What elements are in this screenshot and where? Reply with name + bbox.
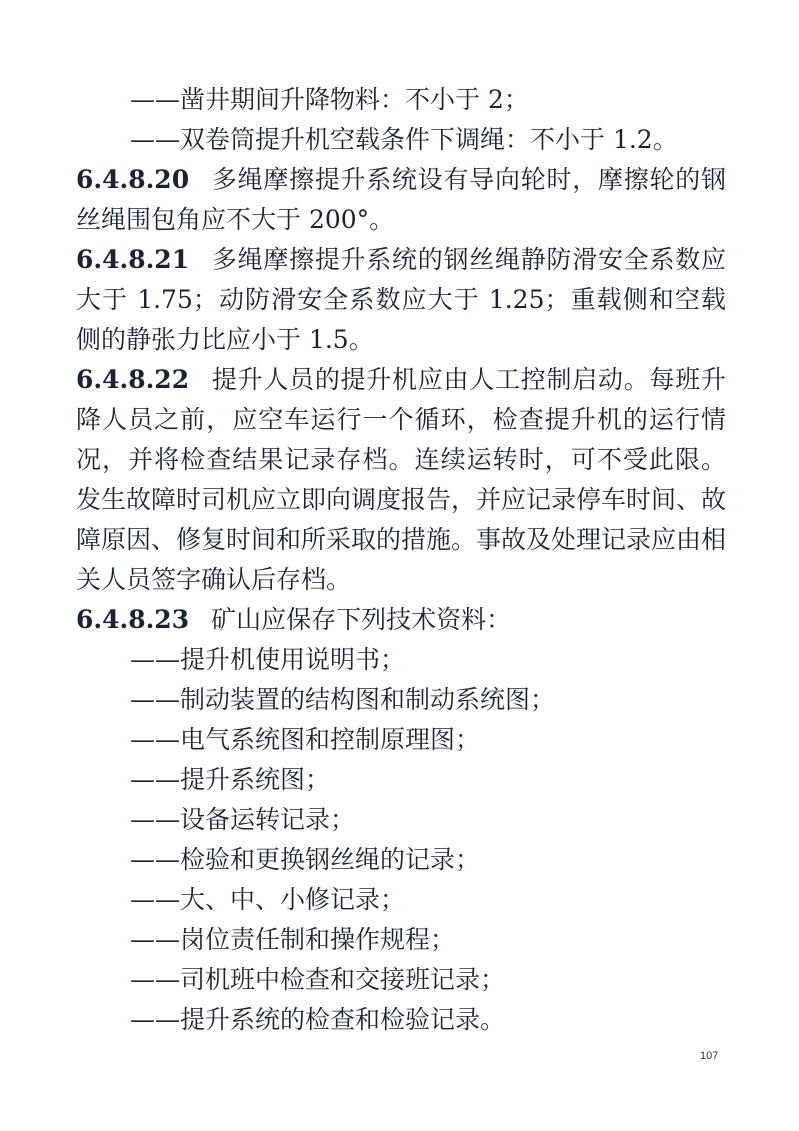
clause-6-4-8-22 — [76, 360, 726, 600]
list-item-document: ——提升系统的检查和检验记录。 — [130, 1005, 506, 1034]
clause-number: 6.4.8.22 — [76, 365, 190, 394]
clause-text: 多绳摩擦提升系统的钢丝绳静防滑安全系数应大于 1.75；动防滑安全系数应大于 1.25；重载侧和空载侧的静张力比应小于 1.5。 — [76, 245, 726, 354]
list-item-document: ——提升系统图； — [130, 765, 331, 794]
list-item-document: ——司机班中检查和交接班记录； — [130, 965, 506, 994]
clause-text: 多绳摩擦提升系统设有导向轮时，摩擦轮的钢丝绳围包角应不大于 200°。 — [76, 165, 726, 234]
list-item-document: ——提升机使用说明书； — [130, 645, 406, 674]
clause-text: 矿山应保存下列技术资料： — [211, 605, 512, 634]
page-body — [76, 80, 726, 1040]
list-item-document: ——检验和更换钢丝绳的记录； — [130, 845, 481, 874]
list-item-document: ——设备运转记录； — [130, 805, 356, 834]
page-number: 107 — [700, 1050, 719, 1062]
clause-text: 提升人员的提升机应由人工控制启动。每班升降人员之前，应空车运行一个循环，检查提升机的运行情况，并将检查结果记录存档。连续运转时，可不受此限。 发生故障时司机应立即向调度报告，并应记录停车时间、故障原因、修复时间和所采取的措施。事故及处理记录应由相关人员签字确认后存档。 — [76, 365, 727, 594]
list-item-document: ——大、中、小修记录； — [130, 885, 406, 914]
list-item-document: ——岗位责任制和操作规程； — [130, 925, 456, 954]
clause-6-4-8-20 — [76, 160, 726, 240]
clause-6-4-8-21 — [76, 240, 726, 360]
list-item-hoisting-materials: ——凿井期间升降物料：不小于 2； — [130, 85, 529, 114]
list-item-document: ——电气系统图和控制原理图； — [130, 725, 481, 754]
clause-number: 6.4.8.20 — [76, 165, 190, 194]
clause-number: 6.4.8.23 — [76, 605, 190, 634]
clause-number: 6.4.8.21 — [76, 245, 190, 274]
list-item-document: ——制动装置的结构图和制动系统图； — [130, 685, 556, 714]
clause-6-4-8-23 — [76, 600, 726, 640]
list-item-rope-adjustment: ——双卷筒提升机空载条件下调绳：不小于 1.2。 — [130, 125, 678, 154]
